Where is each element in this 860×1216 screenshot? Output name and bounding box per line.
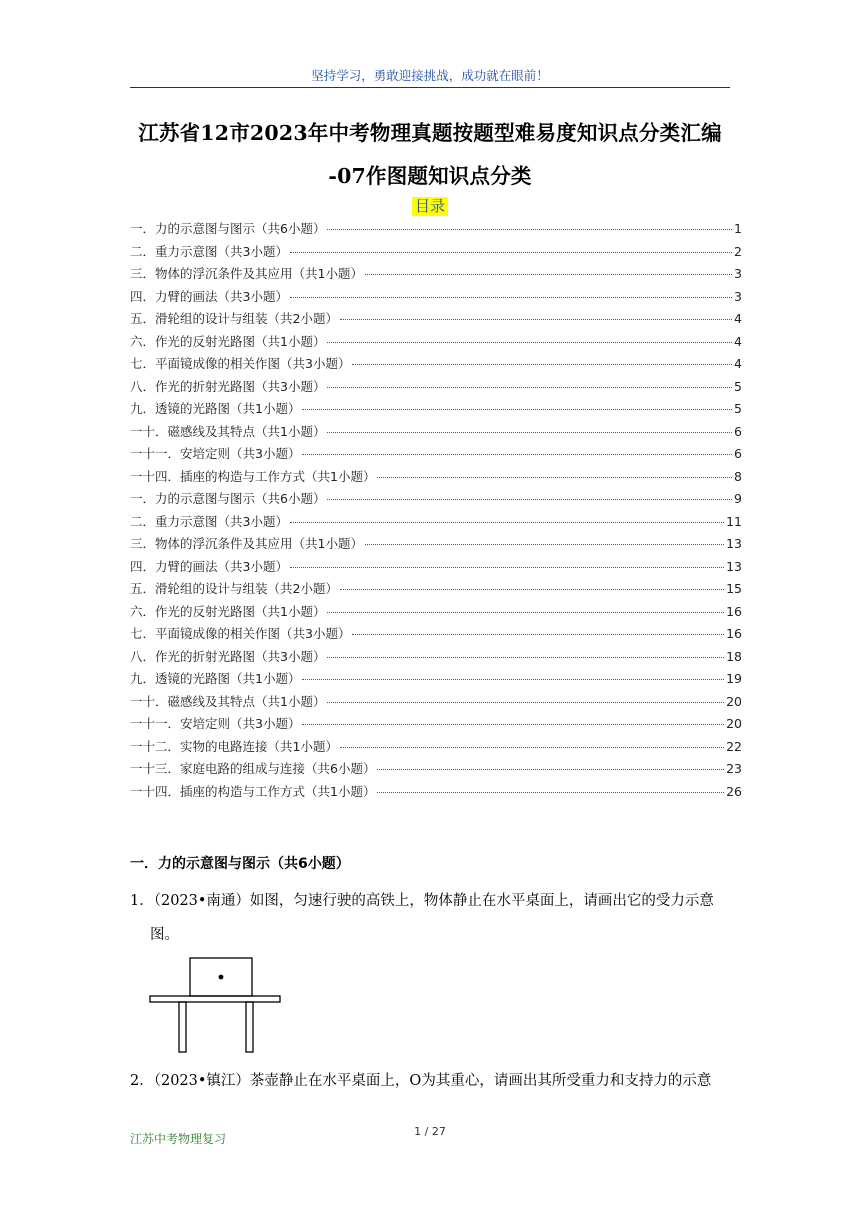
toc-item-page: 23 xyxy=(726,761,742,776)
toc-item-page: 19 xyxy=(726,671,742,686)
toc-item-page: 26 xyxy=(726,783,742,799)
toc-item[interactable] xyxy=(130,533,742,556)
toc-item[interactable] xyxy=(130,578,742,601)
toc-item-page: 11 xyxy=(726,513,742,529)
toc-item-leader-dots xyxy=(327,612,724,613)
toc-item[interactable] xyxy=(130,736,742,759)
toc-item[interactable] xyxy=(130,353,742,376)
toc-item-page: 18 xyxy=(726,648,742,664)
toc-item-leader-dots xyxy=(327,499,732,500)
toc-item-page: 5 xyxy=(734,401,742,416)
toc-item-page: 4 xyxy=(734,311,742,326)
table-of-contents xyxy=(130,218,742,803)
toc-heading: 目录 xyxy=(412,197,448,216)
toc-item-label: 九．透镜的光路图（共1小题） xyxy=(130,671,301,686)
toc-item-label: 一．力的示意图与图示（共6小题） xyxy=(130,221,326,236)
toc-item-leader-dots xyxy=(340,319,732,320)
toc-item[interactable] xyxy=(130,623,742,646)
toc-item-label: 五．滑轮组的设计与组装（共2小题） xyxy=(130,311,338,326)
toc-item-label: 八．作光的折射光路图（共3小题） xyxy=(130,648,326,664)
toc-item-page: 5 xyxy=(734,378,742,394)
toc-item-page: 1 xyxy=(734,221,742,236)
toc-item-leader-dots xyxy=(302,679,724,680)
toc-item-leader-dots xyxy=(290,252,732,253)
toc-item-page: 20 xyxy=(726,716,742,731)
toc-item-label: 一十四．插座的构造与工作方式（共1小题） xyxy=(130,468,376,484)
toc-item[interactable] xyxy=(130,286,742,309)
toc-item-label: 四．力臂的画法（共3小题） xyxy=(130,288,288,304)
toc-item[interactable] xyxy=(130,758,742,781)
desk-top xyxy=(150,996,280,1002)
question-1-line1: 1．（2023•南通）如图，匀速行驶的高铁上，物体静止在水平桌面上，请画出它的受力示意 xyxy=(130,893,714,909)
toc-item[interactable] xyxy=(130,781,742,804)
toc-item-label: 一十三．家庭电路的组成与连接（共6小题） xyxy=(130,761,376,776)
center-of-mass-dot xyxy=(219,975,224,980)
toc-item-page: 13 xyxy=(726,558,742,574)
toc-item-page: 6 xyxy=(734,423,742,439)
toc-item[interactable] xyxy=(130,376,742,399)
toc-item[interactable] xyxy=(130,601,742,624)
toc-item-page: 3 xyxy=(734,266,742,281)
toc-item[interactable] xyxy=(130,241,742,264)
toc-item-leader-dots xyxy=(327,342,732,343)
footer-page-number: 1 / 27 xyxy=(414,1125,446,1138)
toc-item-leader-dots xyxy=(327,657,724,658)
toc-item-leader-dots xyxy=(365,274,732,275)
toc-item-leader-dots xyxy=(290,567,724,568)
header-divider xyxy=(130,87,730,88)
toc-item[interactable] xyxy=(130,421,742,444)
toc-item-label: 一十一．安培定则（共3小题） xyxy=(130,446,301,461)
toc-item-label: 一十一．安培定则（共3小题） xyxy=(130,716,301,731)
toc-heading-wrap xyxy=(0,196,860,216)
toc-item[interactable] xyxy=(130,646,742,669)
toc-item-label: 二．重力示意图（共3小题） xyxy=(130,513,288,529)
question-2 xyxy=(130,1064,730,1098)
toc-item-leader-dots xyxy=(290,297,732,298)
toc-item-label: 三．物体的浮沉条件及其应用（共1小题） xyxy=(130,266,363,281)
toc-item-label: 七．平面镜成像的相关作图（共3小题） xyxy=(130,356,351,371)
toc-item-leader-dots xyxy=(377,769,724,770)
toc-item-page: 16 xyxy=(726,626,742,641)
question-1-line2: 图。 xyxy=(150,927,179,943)
toc-item-label: 八．作光的折射光路图（共3小题） xyxy=(130,378,326,394)
toc-item-page: 6 xyxy=(734,446,742,461)
toc-item-label: 九．透镜的光路图（共1小题） xyxy=(130,401,301,416)
toc-item[interactable] xyxy=(130,556,742,579)
toc-item-leader-dots xyxy=(327,432,732,433)
toc-item[interactable] xyxy=(130,263,742,286)
toc-item-label: 三．物体的浮沉条件及其应用（共1小题） xyxy=(130,536,363,551)
toc-item-label: 一十．磁感线及其特点（共1小题） xyxy=(130,423,326,439)
toc-item-leader-dots xyxy=(327,229,732,230)
question-1 xyxy=(130,884,730,952)
toc-item-page: 3 xyxy=(734,288,742,304)
toc-item-leader-dots xyxy=(377,792,724,793)
toc-item-label: 六．作光的反射光路图（共1小题） xyxy=(130,333,326,349)
toc-item-leader-dots xyxy=(352,364,732,365)
toc-item[interactable] xyxy=(130,691,742,714)
toc-item[interactable] xyxy=(130,308,742,331)
toc-item-label: 一十四．插座的构造与工作方式（共1小题） xyxy=(130,783,376,799)
toc-item-label: 一十二．实物的电路连接（共1小题） xyxy=(130,738,338,754)
toc-item-page: 4 xyxy=(734,356,742,371)
toc-item[interactable] xyxy=(130,488,742,511)
toc-item-leader-dots xyxy=(302,409,732,410)
header-slogan: 坚持学习，勇敢迎接挑战，成功就在眼前！ xyxy=(311,68,549,83)
toc-item-label: 一十．磁感线及其特点（共1小题） xyxy=(130,693,326,709)
question-2-line1: 2．（2023•镇江）茶壶静止在水平桌面上，O为其重心，请画出其所受重力和支持力的示意 xyxy=(130,1073,712,1089)
toc-item-page: 16 xyxy=(726,603,742,619)
toc-item-page: 22 xyxy=(726,738,742,754)
toc-item[interactable] xyxy=(130,331,742,354)
toc-item-leader-dots xyxy=(302,454,732,455)
toc-item-leader-dots xyxy=(340,589,724,590)
toc-item-leader-dots xyxy=(365,544,724,545)
toc-item-leader-dots xyxy=(352,634,724,635)
desk-leg-left xyxy=(179,1002,186,1052)
toc-item-label: 七．平面镜成像的相关作图（共3小题） xyxy=(130,626,351,641)
toc-item-leader-dots xyxy=(340,747,724,748)
toc-item[interactable] xyxy=(130,218,742,241)
toc-item-page: 15 xyxy=(726,581,742,596)
toc-item[interactable] xyxy=(130,466,742,489)
toc-item[interactable] xyxy=(130,511,742,534)
toc-item-label: 一．力的示意图与图示（共6小题） xyxy=(130,491,326,506)
document-title-line2: -07作图题知识点分类 xyxy=(328,164,532,188)
toc-item-page: 8 xyxy=(734,468,742,484)
toc-item-page: 9 xyxy=(734,491,742,506)
toc-item-page: 13 xyxy=(726,536,742,551)
document-title-line1: 江苏省12市2023年中考物理真题按题型难易度知识点分类汇编 xyxy=(138,121,722,145)
toc-item[interactable] xyxy=(130,398,742,421)
toc-item-page: 4 xyxy=(734,333,742,349)
toc-item-leader-dots xyxy=(327,387,732,388)
toc-item[interactable] xyxy=(130,668,742,691)
toc-item-page: 2 xyxy=(734,243,742,259)
toc-item-label: 二．重力示意图（共3小题） xyxy=(130,243,288,259)
toc-item-label: 五．滑轮组的设计与组装（共2小题） xyxy=(130,581,338,596)
desk-leg-right xyxy=(246,1002,253,1052)
section-heading: 一．力的示意图与图示（共6小题） xyxy=(130,856,350,872)
toc-item-leader-dots xyxy=(302,724,724,725)
toc-item-leader-dots xyxy=(327,702,724,703)
toc-item-leader-dots xyxy=(290,522,724,523)
desk-with-box-figure xyxy=(148,956,282,1054)
footer-left-text: 江苏中考物理复习 xyxy=(130,1132,227,1146)
toc-item-label: 六．作光的反射光路图（共1小题） xyxy=(130,603,326,619)
toc-item-page: 20 xyxy=(726,693,742,709)
toc-item[interactable] xyxy=(130,713,742,736)
toc-item-leader-dots xyxy=(377,477,732,478)
toc-item[interactable] xyxy=(130,443,742,466)
toc-item-label: 四．力臂的画法（共3小题） xyxy=(130,558,288,574)
